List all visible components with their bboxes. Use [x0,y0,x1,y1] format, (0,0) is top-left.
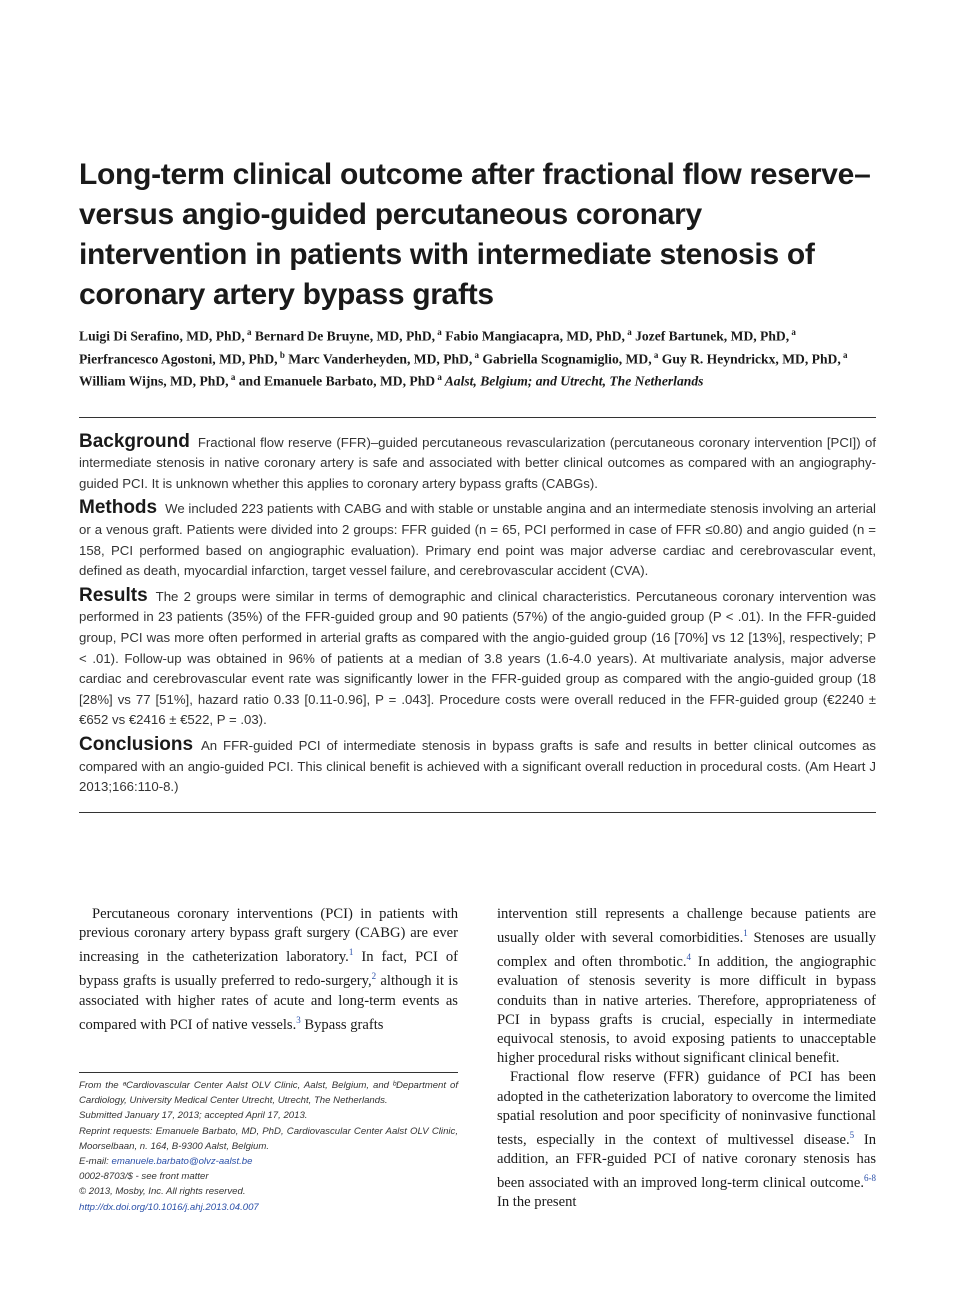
body-paragraph [497,1068,876,1212]
abstract-heading: Methods [79,497,158,519]
author-name: Jozef Bartunek, MD, PhD, [631,328,790,344]
abstract-top-rule [79,417,876,418]
author-affiliation-mark: a [789,327,796,337]
author-affiliation-mark: a [228,372,236,383]
body-text: In addition, the angiographic evaluation of stenosis severity is more difficult in bypass conduits than in native arteries. Therefore, appropriateness of PCI in bypass grafts is crucial, especially in intermediate equivocal stenosis, to avoid exposing patients to unacceptable higher procedural risks without significant clinical benefit. [497,954,876,1067]
reference-link[interactable]: 4 [686,952,691,963]
body-paragraph [497,905,876,1068]
footnote-submitted: Submitted January 17, 2013; accepted April 17, 2013. [79,1110,308,1122]
footnote-rule [79,1072,458,1073]
author-name: Marc Vanderheyden, MD, PhD, [284,351,473,367]
body-paragraph [79,905,458,1035]
body-text: Percutaneous coronary interventions (PCI) in patients with previous coronary artery bypass graft surgery (CABG) are ever increasing in the catheterization laboratory. [79,906,458,966]
footnote-issn: 0002-8703/$ - see front matter [79,1171,209,1183]
author-name: Fabio Mangiacapra, MD, PhD, [441,328,625,344]
author-name: Luigi Di Serafino, MD, PhD, [79,328,245,344]
author-affiliation-mark: a [840,349,848,360]
footnote-copyright: © 2013, Mosby, Inc. All rights reserved. [79,1186,246,1198]
author-name: Guy R. Heyndrickx, MD, PhD, [658,351,841,367]
author-affiliation-mark: a [435,327,442,337]
doi-link[interactable]: http://dx.doi.org/10.1016/j.ahj.2013.04.007 [79,1201,259,1213]
abstract-conclusions [79,735,876,798]
reference-link[interactable]: 1 [348,947,354,958]
email-link[interactable]: emanuele.barbato@olvz-aalst.be [111,1156,253,1168]
footnote-email [79,1154,458,1169]
body-text: Bypass grafts [300,1016,384,1033]
abstract-text: We included 223 patients with CABG and with stable or unstable angina and an intermediate stenosis involving an arterial or a venous graft. Patients were divided into 2 groups: FFR guided (n = 65, PCI performed in case of FFR ≤0.80) and angio guided (n = 158, PCI performed based on angiographic evaluation). Primary end point was major adverse cardiac and cerebrovascular event, defined as death, myocardial infarction, target vessel failure, and cerebrovascular accident (CVA). [79,501,876,579]
email-label: E-mail: [79,1156,112,1168]
author-affiliation-mark: a [624,327,632,337]
author-affiliation: Aalst, Belgium; and Utrecht, The Netherlands [441,373,704,389]
abstract [79,432,876,798]
footnotes [79,1078,458,1215]
abstract-results [79,586,876,731]
article-header [79,155,876,813]
author-affiliation-mark: a [472,349,480,360]
body-text: Fractional flow reserve (FFR) guidance of PCI has been adopted in the catheterization laboratory to overcome the limited spatial resolution and poor specificity of noninvasive functional tests, especially in the context of multivessel disease. [497,1069,876,1148]
abstract-heading: Results [79,584,148,606]
abstract-text: The 2 groups were similar in terms of demographic and clinical characteristics. Percutaneous coronary intervention was performed in 23 patients (35%) of the FFR-guided group and 90 patients (57%) of the angio-guided group (P < .01). In the FFR-guided group, PCI was more often performed in arterial grafts as compared with the angio-guided group (16 [70%] vs 12 [13%], respectively; P < .01). Follow-up was obtained in 96% of patients at a median of 3.8 years (1.6-4.0 years). At multivariate analysis, major adverse cardiac and cerebrovascular event rate was significantly lower in the FFR-guided group as compared with the angio-guided group (18 [28%] vs 77 [51%], hazard ratio 0.33 [0.11-0.96], P = .043]. Procedure costs were overall reduced in the FFR-guided group (€2240 ± €652 vs €2416 ± €522, P = .03). [79,588,876,728]
abstract-background [79,432,876,495]
reference-link[interactable]: 6-8 [864,1173,876,1184]
author-affiliation-mark: a [651,349,659,360]
reference-link[interactable]: 1 [743,928,748,939]
body-text: In the present [497,1194,577,1211]
author-name: Pierfrancesco Agostoni, MD, PhD, [79,351,278,367]
author-affiliation-mark: b [277,349,285,360]
body-text: Stenoses are usually complex and often thrombotic. [497,930,876,971]
abstract-heading: Background [79,430,190,452]
abstract-heading: Conclusions [79,733,194,755]
author-name: William Wijns, MD, PhD, [79,373,229,389]
body-text: In fact, PCI of bypass grafts is usually preferred to redo-surgery, [79,949,459,990]
body-text: In addition, an FFR-guided PCI of native coronary stenosis has been associated with an improved long-term clinical outcome. [497,1131,876,1192]
author-name: Bernard De Bruyne, MD, PhD, [251,328,436,344]
body-text: although it is associated with higher rates of acute and long-term events as compared with PCI of native vessels. [79,973,458,1033]
reference-link[interactable]: 5 [849,1129,855,1140]
footnote-affiliation: From the ᵃCardiovascular Center Aalst OLV Clinic, Aalst, Belgium, and ᵇDepartment of Cardiology, University Medical Center Utrecht, Utrecht, The Netherlands. [79,1080,458,1107]
body-text: intervention still represents a challenge because patients are usually older with several comorbidities. [497,906,876,947]
abstract-methods [79,498,876,581]
article-title: Long-term clinical outcome after fractional flow reserve– versus angio-guided percutaneous coronary intervention in patients with intermediate stenosis of coronary artery bypass grafts [79,158,871,311]
author-name: Gabriella Scognamiglio, MD, [479,351,652,367]
body-column-left [79,905,459,1213]
reference-link[interactable]: 2 [371,971,377,982]
author-affiliation-mark: a [244,327,252,337]
author-name: and Emanuele Barbato, MD, PhD [235,373,436,389]
author-affiliation-mark: a [435,372,442,383]
abstract-text: An FFR-guided PCI of intermediate stenosis in bypass grafts is safe and results in better clinical outcomes as compared with an angio-guided PCI. This clinical benefit is achieved with a significant overall reduction in procedural costs. (Am Heart J 2013;166:110-8.) [79,737,876,795]
footnote-reprint: Reprint requests: Emanuele Barbato, MD, PhD, Cardiovascular Center Aalst OLV Clinic, Moorselbaan, n. 164, B-9300 Aalst, Belgium. [79,1125,458,1152]
abstract-text: Fractional flow reserve (FFR)–guided percutaneous revascularization (percutaneous coronary intervention [PCI]) of intermediate stenosis in native coronary artery is safe and associated with better clinical outcomes as compared with an angiography-guided PCI. It is unknown whether this applies to coronary artery bypass grafts (CABGs). [79,434,876,491]
body-column-right [497,905,876,1212]
abstract-bottom-rule [79,812,876,813]
author-list [79,323,876,391]
reference-link[interactable]: 3 [296,1014,301,1025]
